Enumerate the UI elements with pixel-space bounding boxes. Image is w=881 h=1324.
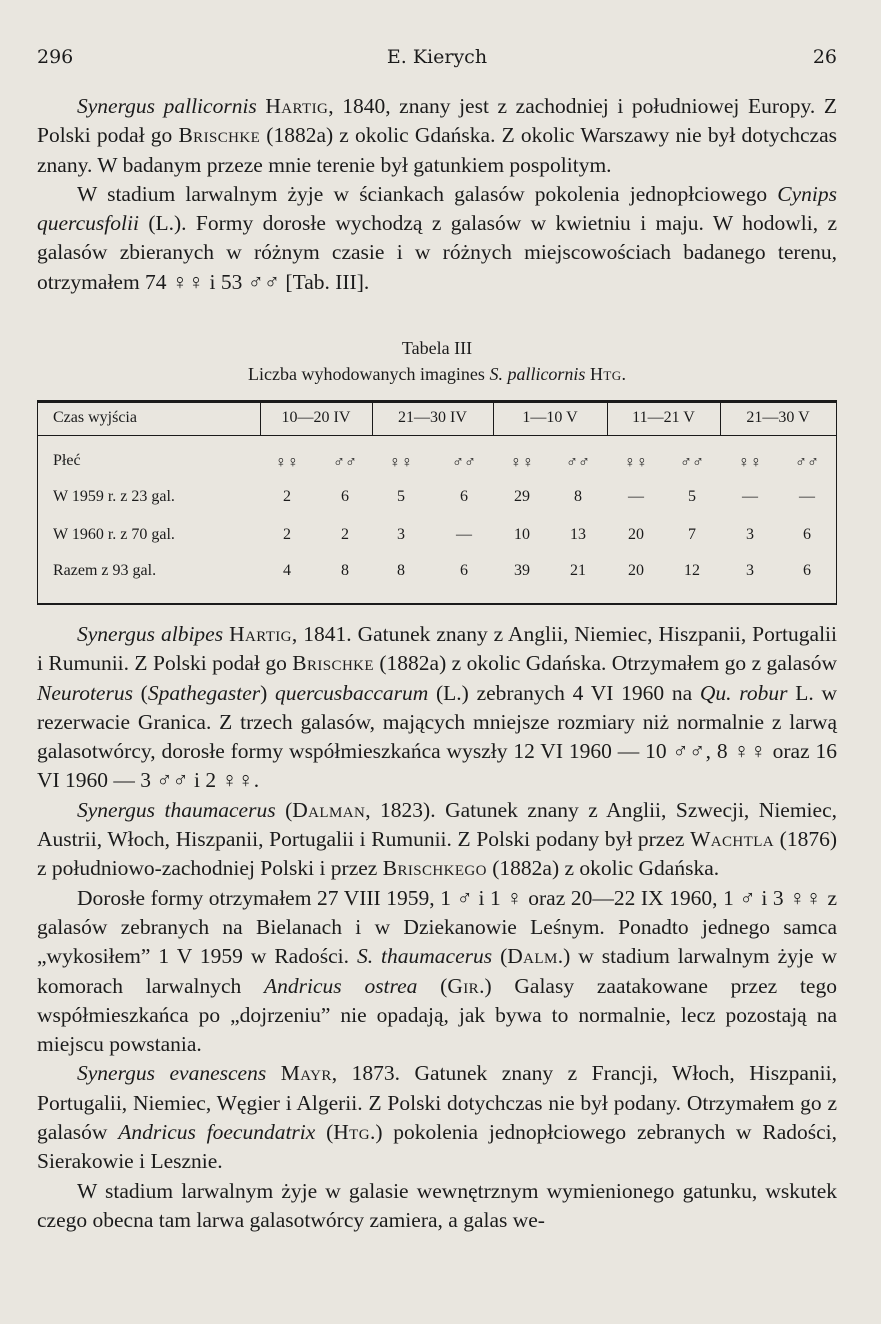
table-top-rule xyxy=(37,400,837,403)
species-name: Synergus evanescens xyxy=(77,1061,267,1086)
paragraph-text: ( xyxy=(492,944,508,969)
table-left-border xyxy=(37,400,38,605)
paragraph-larval-stage xyxy=(37,180,837,297)
species-name: Synergus thaumacerus xyxy=(77,797,276,822)
author-name: Mayr xyxy=(280,1061,332,1086)
author-name: Dalman xyxy=(292,797,366,822)
sex-cell: ♂♂ xyxy=(795,454,819,471)
table-caption xyxy=(37,364,837,385)
table-cell: 20 xyxy=(628,526,644,543)
table-cell: 6 xyxy=(803,562,811,579)
table-cell: 4 xyxy=(283,562,291,579)
caption-species: S. pallicornis xyxy=(489,364,586,384)
species-name: Synergus albipes xyxy=(77,622,224,646)
table-cell: — xyxy=(456,526,472,543)
table-cell: 10 xyxy=(514,526,530,543)
author-name: Brischke xyxy=(178,123,261,148)
species-name: Cynips quercusfolii xyxy=(37,181,837,236)
paragraph-text: Dorosłe formy otrzymałem 27 VIII 1959, 1 ♂ i 1 ♀ oraz 20—22 IX 1960, 1 ♂ i 3 ♀♀ z galasów zebranych na Bielanach i w Dziekanowie Leśnym. Ponadto jednego samca „wykosiłem” 1 V 1959 w Radości. xyxy=(37,885,837,969)
table-cell: 7 xyxy=(688,526,696,543)
table-cell: 13 xyxy=(570,526,586,543)
text-block-bottom xyxy=(37,620,837,1235)
table-right-border xyxy=(836,400,837,605)
author-name: Wachtla xyxy=(690,827,775,852)
paragraph-albipes xyxy=(37,620,837,796)
sex-cell: ♂♂ xyxy=(566,454,590,471)
paragraph-text: ( xyxy=(315,1120,334,1145)
table-cell: 39 xyxy=(514,562,530,579)
paragraph-adults xyxy=(37,884,837,1060)
caption-text: Liczba wyhodowanych imagines xyxy=(248,364,490,384)
period-header: 11—21 V xyxy=(632,409,695,426)
author-name: Brischkego xyxy=(382,856,487,881)
host-name: Andricus foecundatrix xyxy=(118,1120,316,1145)
table-cell: 3 xyxy=(746,562,754,579)
paragraph-text: .) pokolenia jednopłciowego zebranych w Radości, Sierakowie i Lesznie. xyxy=(37,1120,837,1174)
caption-text: . xyxy=(621,364,626,384)
table-title: Tabela III xyxy=(401,338,473,358)
table-cell: 29 xyxy=(514,488,530,505)
paragraph-text: (L.). Formy dorosłe wychodzą z galasów w kwietniu i maju. W hodowli, z galasów zbieranych w różnym czasie i w różnych miejscowościach badanego terenu, otrzymałem 74 ♀♀ i 53 ♂♂ [Tab. III]. xyxy=(37,211,837,294)
sex-cell: ♂♂ xyxy=(680,454,704,471)
host-name: quercusbaccarum xyxy=(275,680,429,705)
table-cell: 8 xyxy=(341,562,349,579)
table-cell: 8 xyxy=(574,488,582,505)
host-name: Neuroterus xyxy=(37,680,133,705)
paragraph-thaumacerus xyxy=(37,796,837,884)
paragraph-text: (1882a) z okolic Gdańska. xyxy=(486,856,720,881)
paragraph-text: W stadium larwalnym żyje w galasie wewnętrznym wymienionego gatunku, wskutek czego obecna tam larwa galasotwórcy zamiera, a galas we- xyxy=(37,1178,837,1232)
author-name: Hartig xyxy=(229,622,292,646)
sex-cell: ♀♀ xyxy=(510,454,534,471)
paragraph-text: W stadium larwalnym żyje w ściankach galasów pokolenia jednopłciowego xyxy=(77,181,778,206)
table-cell: 5 xyxy=(397,488,405,505)
row-label: Razem z 93 gal. xyxy=(53,562,157,579)
row-label: W 1959 r. z 23 gal. xyxy=(53,488,175,505)
paragraph-text: ( xyxy=(132,680,148,705)
author-name: Dalm xyxy=(507,944,558,969)
species-name: S. thaumacerus xyxy=(356,944,493,969)
paragraph-text: L. w rezerwacie Granica. Z trzech galasów, mających mniejsze rozmiary niż normalnie z larwą galasotwórcy, dorosłe formy współmieszkańca wyszły 12 VI 1960 — 10 ♂♂, 8 ♀♀ oraz 16 VI 1960 — 3 ♂♂ i 2 ♀♀. xyxy=(37,680,837,793)
running-author: E. Kierych xyxy=(386,46,488,68)
table-cell: 3 xyxy=(746,526,754,543)
paragraph-text: , 1840, znany jest z zachodniej i południowej Europy. Z Polski podał go xyxy=(37,94,837,148)
table-cell: 3 xyxy=(397,526,405,543)
paragraph-text: (1876) z południowo-zachodniej Polski i przez xyxy=(37,827,837,881)
sex-cell: ♂♂ xyxy=(333,454,357,471)
table-cell: 5 xyxy=(688,488,696,505)
period-header: 21—30 V xyxy=(746,409,810,426)
author-name: Brischke xyxy=(292,651,374,676)
species-name: Synergus pallicornis xyxy=(77,94,257,118)
host-name: Spathegaster xyxy=(147,680,261,705)
header-label: Czas wyjścia xyxy=(53,409,137,426)
period-header: 10—20 IV xyxy=(281,409,351,426)
plant-name: Qu. robur xyxy=(699,680,788,705)
sex-cell: ♀♀ xyxy=(624,454,648,471)
running-header xyxy=(37,46,837,68)
table-header-rule xyxy=(37,435,837,436)
paragraph-text: , 1823). Gatunek znany z Anglii, Szwecji, Niemiec, Austrii, Włoch, Hiszpanii, Portugalii i Rumunii. Z Polski podany był przez xyxy=(37,797,837,852)
paragraph-text: (1882a) z okolic Gdańska. Otrzymałem go z galasów xyxy=(373,651,837,676)
paragraph-evanescens xyxy=(37,1059,837,1176)
text-block-top xyxy=(37,92,837,297)
table-cell: 6 xyxy=(460,488,468,505)
table-cell: 12 xyxy=(684,562,700,579)
author-name: Hartig xyxy=(265,94,329,118)
table-bottom-rule xyxy=(37,603,837,605)
paragraph-text: ( xyxy=(275,797,293,822)
paragraph-text: (L.) zebranych 4 VI 1960 na xyxy=(428,680,700,705)
row-label: W 1960 r. z 70 gal. xyxy=(53,526,175,543)
table-cell: 2 xyxy=(283,526,291,543)
paragraph-larval-evanescens xyxy=(37,1177,837,1236)
paragraph-text: ( xyxy=(417,973,448,998)
sex-cell: ♂♂ xyxy=(452,454,476,471)
page-number: 296 xyxy=(37,46,74,68)
paragraph-text: .) w stadium larwalnym żyje w komorach larwalnych xyxy=(37,944,837,998)
period-header: 1—10 V xyxy=(522,409,578,426)
table-cell: 20 xyxy=(628,562,644,579)
paragraph-pallicornis xyxy=(37,92,837,180)
sex-label: Płeć xyxy=(53,452,81,469)
paragraph-text: , 1841. Gatunek znany z Anglii, Niemiec, Hiszpanii, Portugalii i Rumunii. Z Polski podał go xyxy=(37,622,837,676)
paragraph-text: .) Galasy zaatakowane przez tego współmieszkańca po „dojrzeniu” nie opadają, jak bywa to normalnie, lecz pozostają na miejscu powstania. xyxy=(37,973,837,1057)
table-cell: — xyxy=(799,488,815,505)
data-table xyxy=(37,400,837,605)
issue-number: 26 xyxy=(812,46,837,68)
table-cell: 6 xyxy=(803,526,811,543)
table-cell: 6 xyxy=(341,488,349,505)
sex-cell: ♀♀ xyxy=(389,454,413,471)
table-cell: 8 xyxy=(397,562,405,579)
caption-author: Htg xyxy=(589,364,622,384)
table-cell: 2 xyxy=(283,488,291,505)
paragraph-text: ) xyxy=(260,680,276,705)
period-header: 21—30 IV xyxy=(398,409,467,426)
table-cell: 2 xyxy=(341,526,349,543)
paragraph-text: (1882a) z okolic Gdańska. Z okolic Warszawy nie był dotychczas znany. W badanym przeze mnie terenie był gatunkiem pospolitym. xyxy=(37,123,837,177)
table-cell: — xyxy=(628,488,644,505)
table-cell: 21 xyxy=(570,562,586,579)
host-name: Andricus ostrea xyxy=(264,973,418,998)
sex-cell: ♀♀ xyxy=(275,454,299,471)
author-name: Gir xyxy=(447,973,480,998)
sex-cell: ♀♀ xyxy=(738,454,762,471)
table-cell: 6 xyxy=(460,562,468,579)
table-cell: — xyxy=(742,488,758,505)
author-name: Htg xyxy=(333,1120,370,1145)
paragraph-text: , 1873. Gatunek znany z Francji, Włoch, Hiszpanii, Portugalii, Niemiec, Węgier i Algerii. Z Polski dotychczas nie był podany. Otrzymałem go z galasów xyxy=(37,1061,837,1145)
